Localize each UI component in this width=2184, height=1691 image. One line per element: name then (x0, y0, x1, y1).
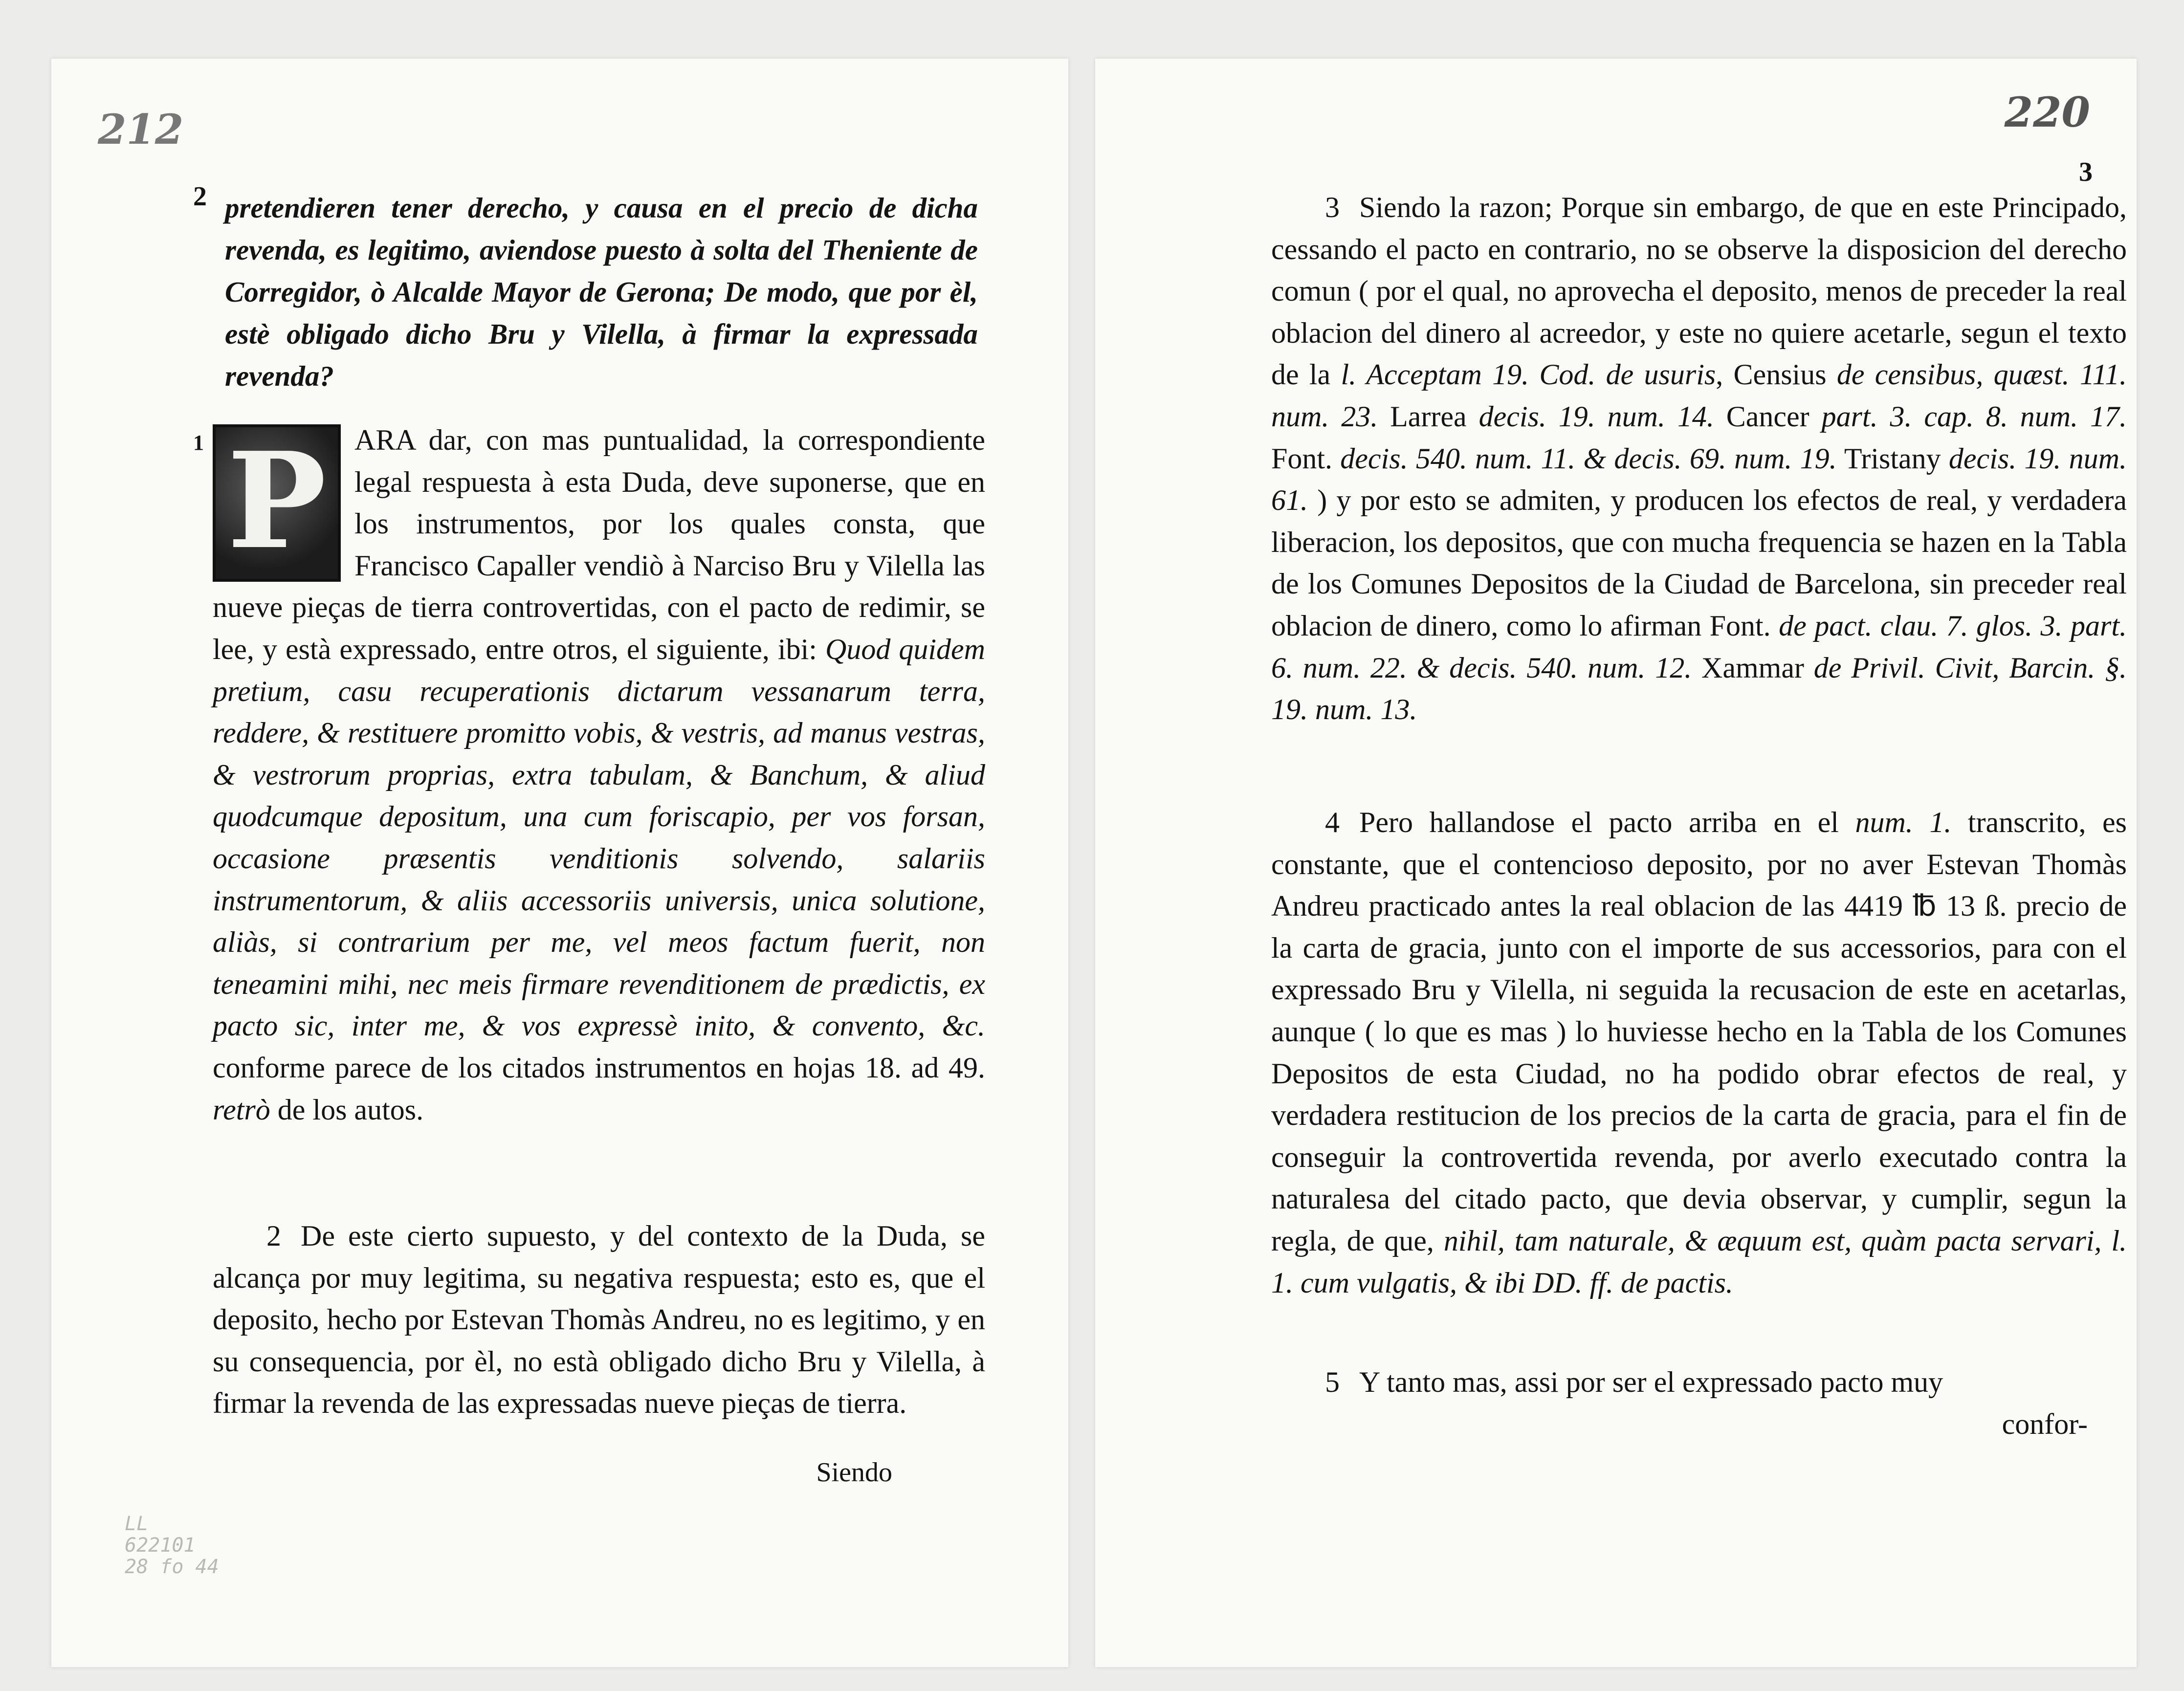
inventory-mark-2: 622101 (125, 1534, 196, 1557)
catchword-left: Siendo (816, 1457, 892, 1488)
question-text (225, 187, 978, 397)
paragraph-1-number: 1 (193, 431, 204, 455)
page-number-left: 2 (193, 181, 207, 212)
p3-text-d: Cancer (1726, 400, 1809, 433)
paragraph-1-end: de los autos. (277, 1093, 424, 1126)
p3-cite-h: de Privil. Civit, Barcin. §. 19. num. 13. (1271, 651, 2127, 726)
inventory-mark-1: LL (125, 1513, 149, 1535)
catchword-right: confor- (2002, 1407, 2088, 1440)
p3-cite-e: decis. 540. num. 11. & decis. 69. num. 19. (1340, 442, 1837, 475)
p3-cite-d: part. 3. cap. 8. num. 17. (1821, 400, 2127, 433)
paragraph-3 (1271, 187, 2127, 731)
paragraph-5-number: 5 (1325, 1366, 1340, 1398)
inventory-marks (125, 1513, 219, 1578)
paragraph-5 (1271, 1362, 2127, 1445)
paragraph-1 (213, 419, 985, 1131)
p3-text-b: , Censius (1716, 358, 1827, 391)
p3-cite-b: de censibus, quæst. 111. num. 23. (1271, 358, 2127, 433)
p3-text-f: Tristany (1844, 442, 1941, 475)
paragraph-3-number: 3 (1325, 191, 1340, 223)
p3-cite-c: decis. 19. num. 14. (1478, 400, 1714, 433)
paragraph-1-tail: conforme parece de los citados instrumentos en hojas 18. ad 49. (213, 1051, 985, 1084)
paragraph-2-number: 2 (266, 1220, 281, 1252)
retro-word: retrò (213, 1093, 270, 1126)
p3-text-c: Larrea (1390, 400, 1467, 433)
page-number-right: 3 (2079, 157, 2093, 187)
p3-text-e: Font. (1271, 442, 1333, 475)
p4-cite-b: nihil, tam naturale, & æquum est, quàm pacta servari, l. 1. cum vulgatis, & ibi DD. ff. de pactis. (1271, 1224, 2127, 1299)
folio-number-right: 220 (2004, 88, 2090, 136)
right-page (1095, 59, 2137, 1667)
p4-text-a: Pero hallandose el pacto arriba en el (1359, 806, 1839, 838)
p3-cite-a: l. Acceptam 19. Cod. de usuris (1341, 358, 1716, 391)
inventory-mark-3: 28 fo 44 (125, 1556, 219, 1578)
paragraph-4-number: 4 (1325, 806, 1340, 838)
decorated-initial-p: P (213, 424, 341, 582)
paragraph-4 (1271, 802, 2127, 1304)
p3-cite-g: de pact. clau. 7. glos. 3. part. 6. num. 22. & decis. 540. num. 12. (1271, 609, 2127, 684)
latin-quote: Quod quidem pretium, casu recuperationis dictarum vessanarum terra, reddere, & restituere promitto vobis, & vestris, ad manus vestras, & vestrorum proprias, extra tabulam, & Banchum, & aliud quodcumque depositum, una cum foriscapio, per vos forsan, occasione præsentis venditionis solvendo, salariis instrumentorum, & aliis accessoriis universis, unica solutione, aliàs, si contrarium per me, vel meos factum fuerit, non teneamini mihi, nec meis firmare revenditionem de prædictis, ex pacto sic, inter me, & vos expressè inito, & convento, &c. (213, 633, 985, 1042)
p3-text-a: Siendo la razon; Porque sin embargo, de que en este Principado, cessando el pacto en contrario, no se observe la disposicion del derecho comun ( por el qual, no aprovecha el deposito, menos de preceder la real oblacion del dinero al acreedor, y este no quiere acetarle, segun el texto de la (1271, 191, 2127, 391)
p4-text-b: transcrito, es constante, que el contencioso deposito, por no aver Estevan Thomàs Andreu practicado antes la real oblacion de las 4419 ℔ 13 ß. precio de la carta de gracia, junto con el importe de sus accessorios, para con el expressado Bru y Vilella, ni seguida la recusacion de este en acetarlas, aunque ( lo que es mas ) lo huviesse hecho en la Tabla de los Comunes Depositos de esta Ciudad, no ha podido obrar efectos de real, y verdadera restitucion de los precios de la carta de gracia, para el fin de conseguir la controvertida revenda, por averlo executado contra la naturalesa del citado pacto, que devia observar, y cumplir, segun la regla, de que, (1271, 806, 2127, 1257)
paragraph-1-lead: ARA dar, con mas puntualidad, la correspondiente legal respuesta à esta Duda, deve suponerse, que en los instrumentos, por los quales consta, que Francisco Capaller vendiò à Narciso Bru y Vilella las nueve pieças de tierra controvertidas, con el pacto de redimir, se lee, y està expressado, entre otros, el siguiente, ibi: (213, 424, 985, 665)
folio-number-left: 212 (98, 105, 184, 154)
p3-text-g: ) y por esto se admiten, y producen los efectos de real, y verdadera liberacion, los depositos, que con mucha frequencia se hazen en la Tabla de los Comunes Depositos de la Ciudad de Barcelona, sin preceder real oblacion de dinero, como lo afirman Font. (1271, 484, 2127, 642)
paragraph-2-text: De este cierto supuesto, y del contexto de la Duda, se alcança por muy legitima, su negativa respuesta; esto es, que el deposito, hecho por Estevan Thomàs Andreu, no es legitimo, y en su consequencia, por èl, no està obligado dicho Bru y Vilella, à firmar la revenda de las expressadas nueve pieças de tierra. (213, 1220, 985, 1420)
paragraph-2 (213, 1215, 985, 1425)
p3-cite-f: decis. 19. num. 61. (1271, 442, 2127, 517)
p4-cite-a: num. 1. (1855, 806, 1952, 838)
question-paragraph: pretendieren tener derecho, y causa en el precio de dicha revenda, es legitimo, aviendose puesto à solta del Theniente de Corregidor, ò Alcalde Mayor de Gerona; De modo, que por èl, estè obligado dicho Bru y Vilella, à firmar la expressada revenda? (225, 192, 978, 392)
p3-text-h: Xammar (1701, 651, 1804, 684)
p5-text: Y tanto mas, assi por ser el expressado pacto muy (1359, 1366, 1943, 1398)
left-page (51, 59, 1068, 1667)
